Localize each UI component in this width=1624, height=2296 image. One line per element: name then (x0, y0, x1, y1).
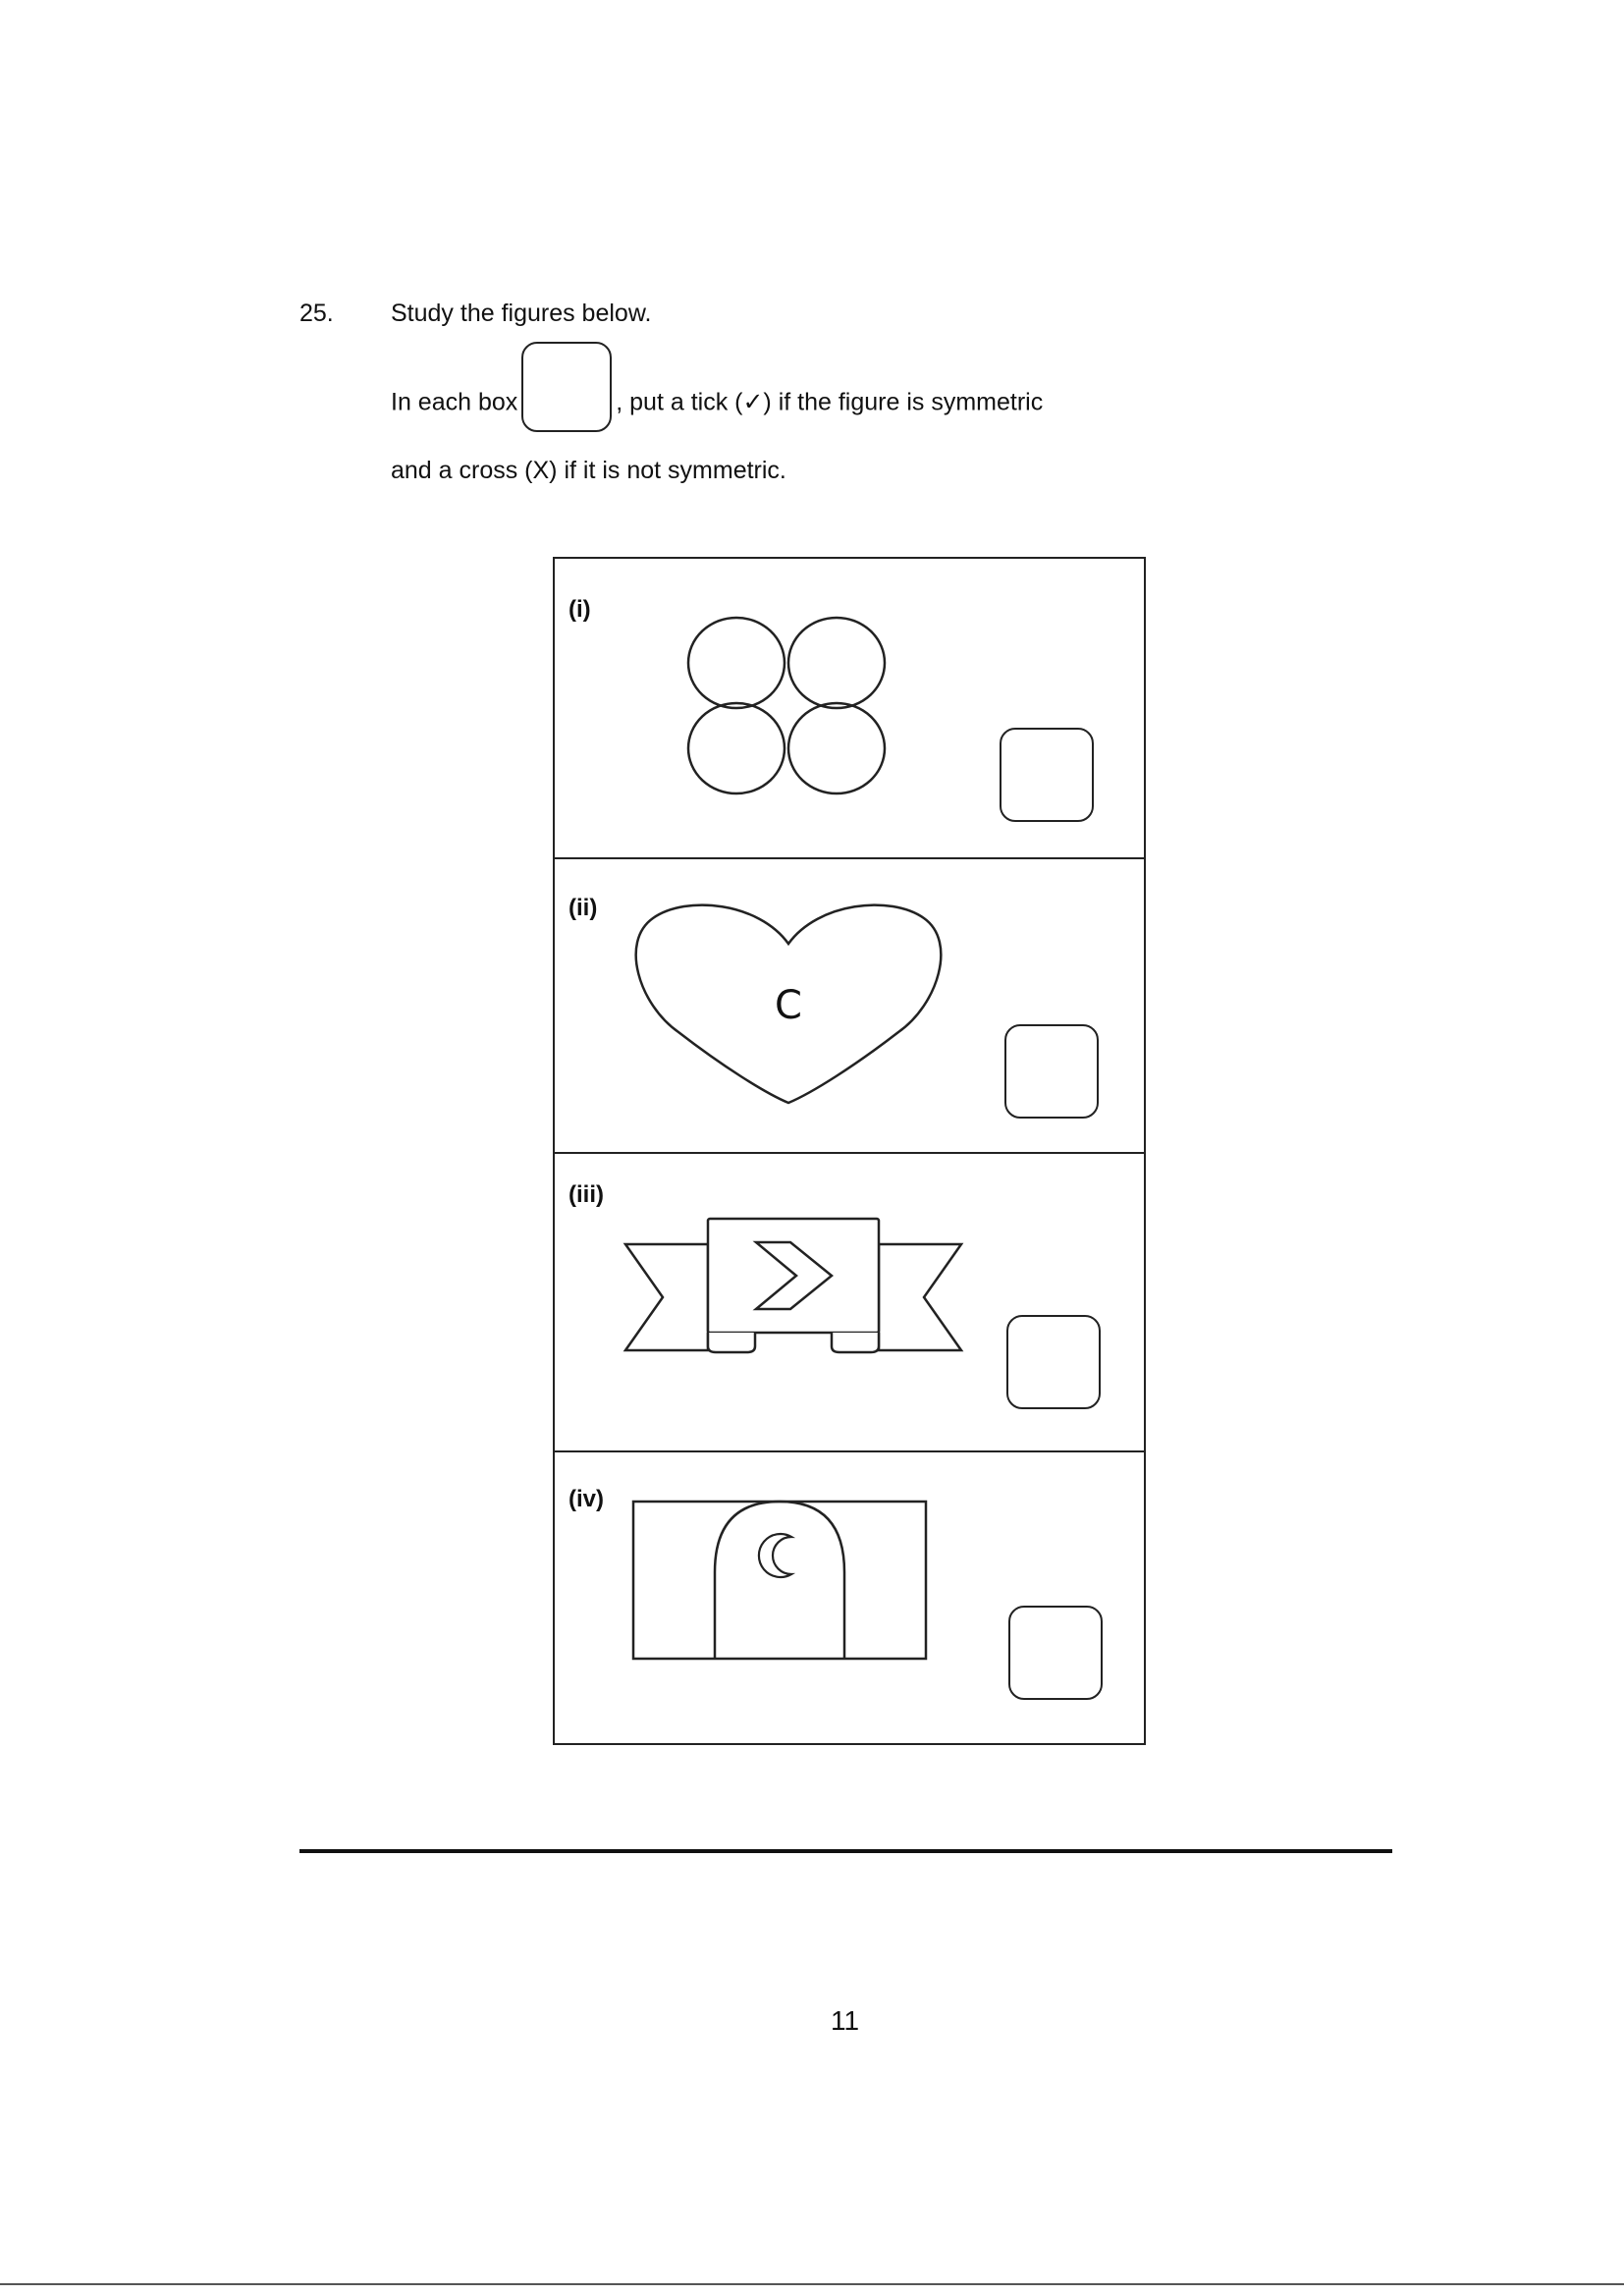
instruction-line-2 (391, 375, 1043, 432)
rectangle-arch-crescent-figure (555, 1452, 1144, 1745)
heart-letter: C (775, 983, 802, 1028)
page-bottom-edge (0, 2283, 1624, 2285)
page-number: 11 (831, 2005, 860, 2036)
answer-box-i[interactable] (1000, 728, 1094, 822)
figure-label-ii: (ii) (568, 895, 598, 921)
figure-panel-iii (555, 1154, 1144, 1452)
figure-label-i: (i) (568, 596, 591, 623)
answer-box-iv[interactable] (1008, 1606, 1103, 1700)
answer-box-ii[interactable] (1004, 1024, 1099, 1119)
figure-table (553, 557, 1146, 1745)
answer-box-iii[interactable] (1006, 1315, 1101, 1409)
figure-label-iii: (iii) (568, 1181, 604, 1208)
section-divider (299, 1849, 1392, 1853)
example-answer-box (521, 342, 612, 432)
question-number: 25. (299, 300, 334, 327)
figure-panel-ii (555, 859, 1144, 1154)
instruction-line-3: and a cross (X) if it is not symmetric. (391, 457, 786, 484)
instruction-line-2-before: In each box (391, 388, 518, 416)
figure-label-iv: (iv) (568, 1486, 604, 1512)
instruction-line-1: Study the figures below. (391, 300, 652, 327)
instruction-line-2-after: , put a tick (✓) if the figure is symmetric (616, 388, 1044, 416)
figure-panel-i (555, 559, 1144, 859)
crescent-icon (759, 1534, 791, 1577)
figure-panel-iv (555, 1452, 1144, 1745)
